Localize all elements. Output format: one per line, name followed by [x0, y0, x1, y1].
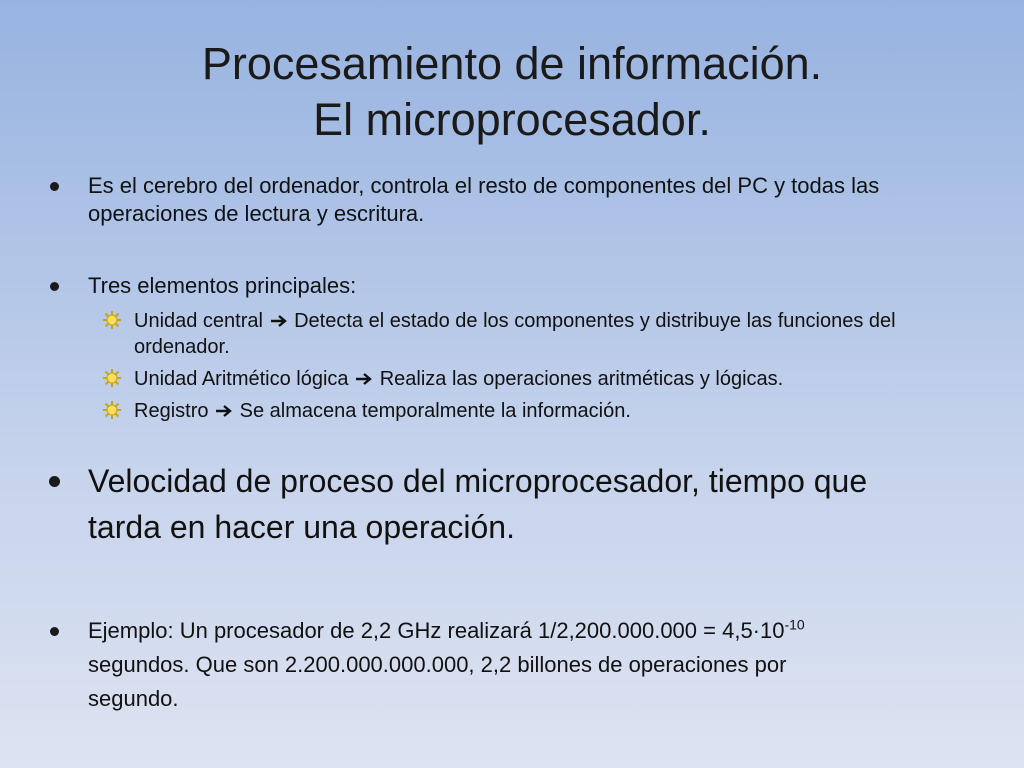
sub-bullet-text [134, 398, 954, 424]
sun-bullet-icon [102, 310, 122, 330]
sub-bullet-text [134, 308, 954, 360]
sub-item-term: Unidad Aritmético lógica [134, 368, 349, 390]
sub-item-desc: Realiza las operaciones aritméticas y lógicas. [379, 368, 784, 390]
title-line-1: Procesamiento de información. [201, 38, 823, 89]
bullet-text: Tres elementos principales: [88, 273, 357, 298]
dot-bullet-icon [50, 182, 59, 191]
sun-bullet-icon [102, 400, 122, 420]
right-arrow-icon [214, 404, 234, 418]
sub-item-desc: Se almacena temporalmente la información. [239, 400, 631, 422]
bullet-text: Es el cerebro del ordenador, controla el resto de componentes del PC y todas las operaciones de lectura y escritura. [88, 173, 880, 226]
sub-item-desc: Detecta el estado de los componentes y distribuye las funciones del ordenador. [134, 310, 896, 358]
sun-bullet-icon [102, 368, 122, 388]
sub-bullet-text [134, 366, 954, 392]
bullet-text: Velocidad de proceso del microprocesador, tiempo que tarda en hacer una operación. [88, 463, 868, 545]
sub-item-term: Unidad central [134, 310, 263, 332]
dot-bullet-icon [50, 627, 59, 636]
title-line-2: El microprocesador. [313, 94, 711, 145]
sub-item-term: Registro [134, 400, 209, 422]
slide-title [0, 36, 1024, 148]
dot-bullet-icon [49, 476, 60, 487]
right-arrow-icon [354, 372, 374, 386]
bullet-text [88, 614, 880, 716]
example-text-b: segundos. Que son 2.200.000.000.000, 2,2 billones de operaciones por segundo. [88, 652, 787, 711]
example-text-a: Ejemplo: Un procesador de 2,2 GHz realizará 1/2,200.000.000 = 4,5·10 [88, 618, 785, 643]
exponent: -10 [784, 616, 805, 633]
dot-bullet-icon [50, 282, 59, 291]
right-arrow-icon [269, 314, 289, 328]
